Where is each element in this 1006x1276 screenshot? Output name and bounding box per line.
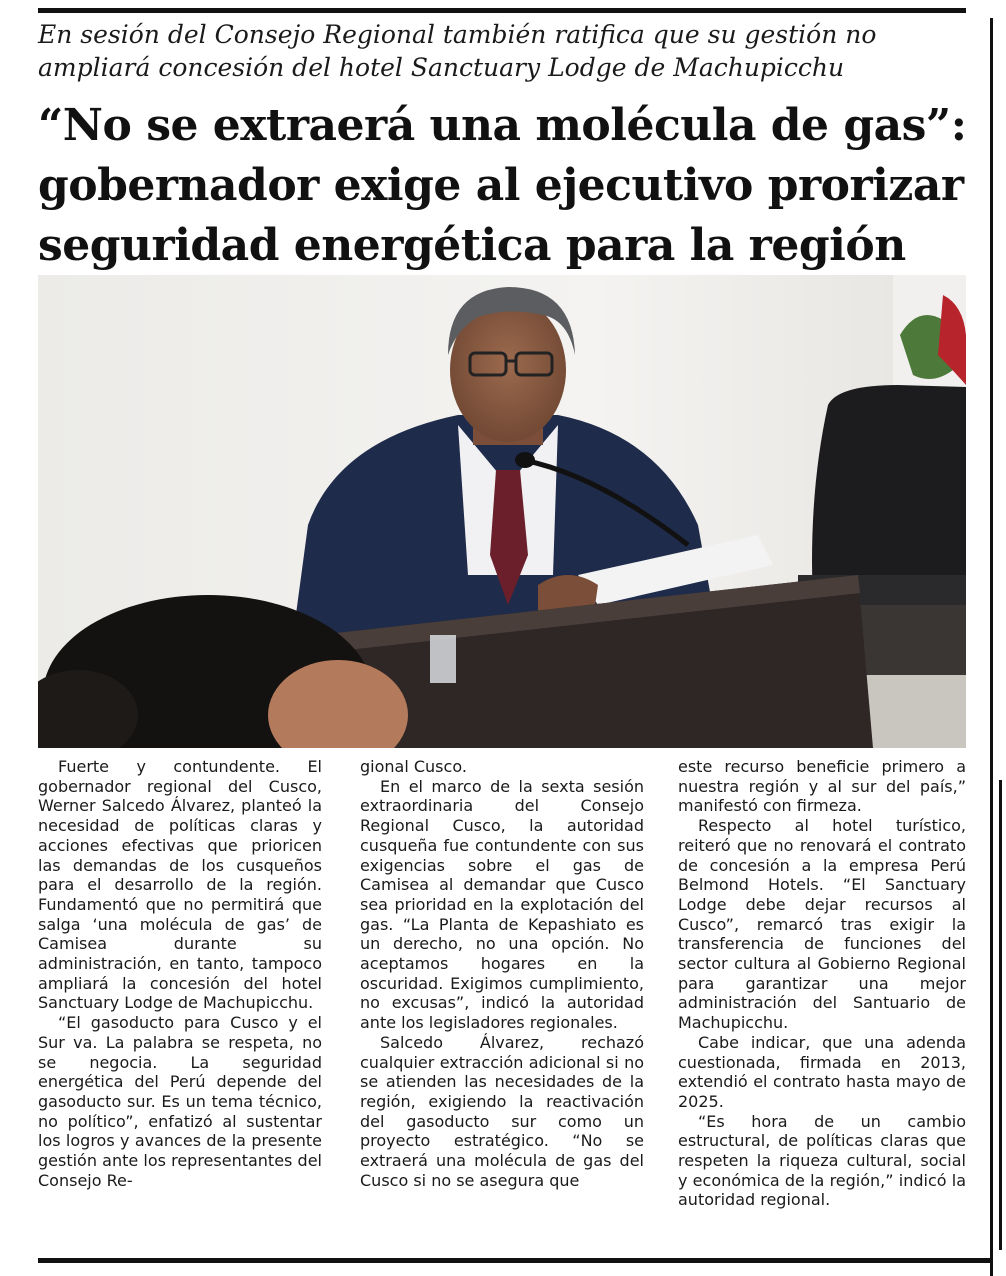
- top-rule: [38, 8, 966, 13]
- right-column-rule: [990, 18, 993, 1276]
- paragraph: En el marco de la sexta sesión extraordinaria del Consejo Regional Cusco, la autoridad cusqueña fue contundente con sus exigencias sobre el gas de Camisea al demandar que Cusco sea prioridad en la explotación del gas. “La Planta de Kepashiato es un derecho, no una opción. No aceptamos hogares en la oscuridad. Exigimos cumplimiento, no excusas”, indicó la autoridad ante los legisladores regionales.: [360, 776, 644, 1033]
- paragraph: este recurso beneficie primero a nuestra región y al sur del país,” manifestó con firmeza.: [678, 757, 966, 816]
- kicker-line-2: ampliará concesión del hotel Sanctuary Lodge de Machupicchu: [38, 53, 845, 82]
- article-photo: [38, 275, 966, 748]
- kicker-line-1: En sesión del Consejo Regional también ratifica que su gestión no: [38, 20, 877, 49]
- paragraph: “El gasoducto para Cusco y el Sur va. La palabra se respeta, no se negocia. La seguridad energética del Perú depende del gasoducto sur. Es un tema técnico, no político”, enfatizó al sustentar los logros y avances de la presente gestión ante los representantes del Consejo Re-: [38, 1013, 322, 1190]
- kicker: [38, 18, 978, 84]
- bottom-rule: [38, 1258, 992, 1263]
- column-1: [38, 757, 322, 1190]
- headline-line-2: gobernador exige al ejecutivo prorizar: [38, 160, 964, 211]
- paragraph: Respecto al hotel turístico, reiteró que no renovará el contrato de concesión a la empresa Perú Belmond Hotels. “El Sanctuary Lodge debe dejar recursos al Cusco”, remarcó tras exigir la transferencia de funciones del sector cultura al Gobierno Regional para garantizar una mejor administración del Santuario de Machupicchu.: [678, 816, 966, 1033]
- paragraph: Cabe indicar, que una adenda cuestionada, firmada en 2013, extendió el contrato hasta mayo de 2025.: [678, 1032, 966, 1111]
- headline-line-3: seguridad energética para la región: [38, 220, 906, 271]
- column-2: [360, 757, 644, 1190]
- paragraph: gional Cusco.: [360, 757, 467, 776]
- paragraph: Salcedo Álvarez, rechazó cualquier extracción adicional si no se atienden las necesidades de la región, exigiendo la reactivación del gasoducto sur como un proyecto estratégico. “No se extraerá una molécula de gas del Cusco si no se asegura que: [360, 1032, 644, 1190]
- paragraph: “Es hora de un cambio estructural, de políticas claras que respeten la riqueza cultural, social y económica de la región,” indicó la autoridad regional.: [678, 1111, 966, 1210]
- headline-line-1: “No se extraerá una molécula de gas”:: [38, 100, 967, 151]
- photo-governor-speaking-at-podium-icon: [38, 275, 966, 748]
- column-3: [678, 757, 966, 1210]
- article-body: [38, 757, 966, 1255]
- right-edge-rule: [999, 780, 1002, 1250]
- headline: [38, 96, 983, 276]
- paragraph: Fuerte y contundente. El gobernador regional del Cusco, Werner Salcedo Álvarez, planteó la necesidad de políticas claras y acciones efectivas que prioricen las demandas de los cusqueños para el desarrollo de la región. Fundamentó que no permitirá que salga ‘una molécula de gas’ de Camisea durante su administración, en tanto, tampoco ampliará la concesión del hotel Sanctuary Lodge de Machupicchu.: [38, 757, 322, 1013]
